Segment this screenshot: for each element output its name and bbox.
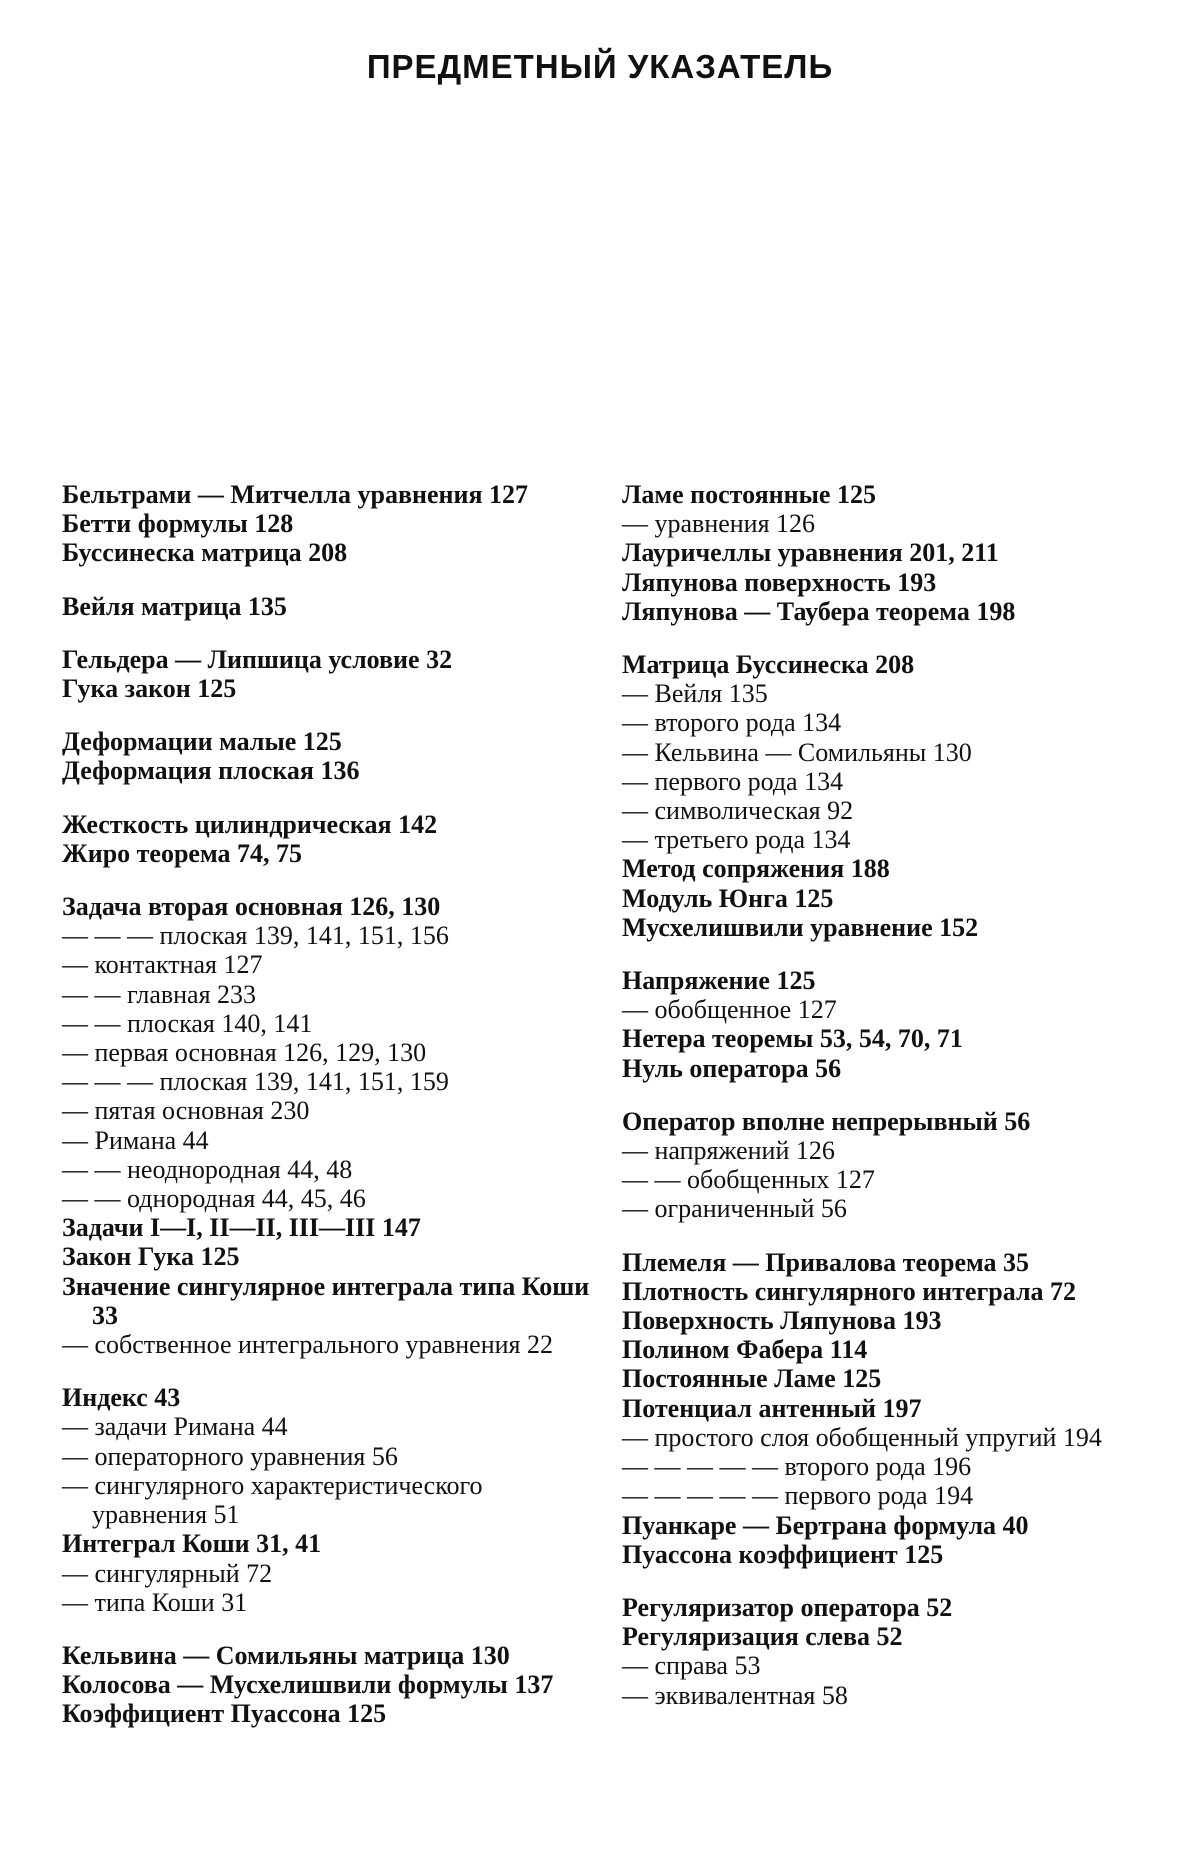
index-entry: — простого слоя обобщенный упругий 194 (622, 1422, 1102, 1452)
index-entry: Напряжение 125 (622, 966, 816, 996)
index-entry: Вейля матрица 135 (62, 591, 287, 621)
index-letter-group (62, 810, 592, 868)
index-entry: Индекс 43 (62, 1383, 181, 1413)
index-entry: Ляпунова — Таубера теорема 198 (622, 596, 1016, 626)
index-entry: — напряжений 126 (622, 1136, 835, 1166)
index-entry: Плотность сингулярного интеграла 72 (622, 1276, 1077, 1306)
index-entry: Жесткость цилиндрическая 142 (62, 809, 438, 839)
index-entry: Поверхность Ляпунова 193 (622, 1306, 942, 1336)
index-entry: — операторного уравнения 56 (62, 1441, 398, 1471)
index-entry: Мусхелишвили уравнение 152 (622, 912, 979, 942)
index-entry: Закон Гука 125 (62, 1242, 240, 1272)
index-entry: Интеграл Коши 31, 41 (62, 1529, 322, 1559)
index-entry: Пуассона коэффициент 125 (622, 1539, 944, 1569)
index-entry: — Кельвина — Сомильяны 130 (622, 737, 972, 767)
index-entry: Потенциал антенный 197 (622, 1393, 922, 1423)
index-entry: — символическая 92 (622, 796, 854, 826)
index-entry: Полином Фабера 114 (622, 1335, 868, 1365)
index-entry: — обобщенное 127 (622, 995, 837, 1025)
index-entry: — — — плоская 139, 141, 151, 159 (62, 1067, 449, 1097)
index-letter-group (62, 645, 592, 703)
index-letter-group (622, 1593, 1152, 1710)
index-entry: Матрица Буссинеска 208 (622, 650, 915, 680)
index-letter-group (622, 650, 1152, 942)
index-entry: Значение сингулярное интеграла типа Коши 33 (62, 1271, 590, 1330)
index-letter-group (62, 1383, 592, 1617)
index-letter-group (62, 892, 592, 1359)
index-entry: Задача вторая основная 126, 130 (62, 892, 441, 922)
index-letter-group (62, 480, 592, 568)
index-entry: Ламе постоянные 125 (622, 480, 876, 509)
index-entry: Метод сопряжения 188 (622, 854, 890, 884)
index-entry: Нуль оператора 56 (622, 1053, 842, 1083)
index-letter-group (622, 966, 1152, 1083)
index-entry: — ограниченный 56 (622, 1194, 847, 1224)
index-entry: Гельдера — Липшица условие 32 (62, 644, 453, 674)
index-entry: — — — плоская 139, 141, 151, 156 (62, 921, 449, 951)
index-entry: Буссинеска матрица 208 (62, 538, 348, 568)
index-column-left (62, 480, 592, 1753)
index-entry: Нетера теоремы 53, 54, 70, 71 (622, 1024, 963, 1054)
index-letter-group (622, 1107, 1152, 1224)
index-entry: — первого рода 134 (622, 766, 844, 796)
index-entry: — сингулярного характеристического уравнения 51 (62, 1470, 483, 1530)
index-entry: — второго рода 134 (622, 708, 842, 738)
index-entry: Задачи I—I, II—II, III—III 147 (62, 1213, 421, 1243)
index-letter-group (622, 1248, 1152, 1569)
index-entry: Регуляризатор оператора 52 (622, 1592, 953, 1622)
index-entry: — третьего рода 134 (622, 825, 851, 855)
index-entry: — — — — — первого рода 194 (622, 1481, 974, 1511)
index-entry: Коэффициент Пуассона 125 (62, 1699, 387, 1729)
index-letter-group (622, 480, 1152, 626)
index-column-right (622, 480, 1152, 1734)
page-title: ПРЕДМЕТНЫЙ УКАЗАТЕЛЬ (366, 48, 834, 85)
index-entry: Кельвина — Сомильяны матрица 130 (62, 1640, 510, 1670)
index-entry: — пятая основная 230 (62, 1096, 310, 1126)
index-entry: Деформации малые 125 (62, 727, 342, 757)
index-entry: — Вейля 135 (622, 679, 768, 709)
index-entry: — собственное интегрального уравнения 22 (62, 1330, 554, 1360)
index-entry: Гука закон 125 (62, 674, 237, 704)
index-entry: — задачи Римана 44 (62, 1412, 288, 1442)
index-entry: Жиро теорема 74, 75 (62, 838, 302, 868)
index-entry: — — однородная 44, 45, 46 (62, 1184, 366, 1214)
index-entry: Оператор вполне непрерывный 56 (622, 1106, 1031, 1136)
index-letter-group (62, 727, 592, 785)
index-entry: Племеля — Привалова теорема 35 (622, 1247, 1030, 1277)
index-entry: — первая основная 126, 129, 130 (62, 1038, 427, 1068)
index-entry: Пуанкаре — Бертрана формула 40 (622, 1510, 1029, 1540)
index-entry: Лауричеллы уравнения 201, 211 (622, 538, 999, 568)
index-entry: Регуляризация слева 52 (622, 1622, 903, 1652)
index-entry: — эквивалентная 58 (622, 1680, 848, 1710)
index-entry: — уравнения 126 (622, 509, 816, 539)
index-entry: — сингулярный 72 (62, 1558, 273, 1588)
index-entry: — — обобщенных 127 (622, 1165, 875, 1195)
index-entry: — справа 53 (622, 1651, 761, 1681)
index-entry: Бетти формулы 128 (62, 509, 294, 539)
index-entry: — — плоская 140, 141 (62, 1008, 313, 1038)
index-entry: Деформация плоская 136 (62, 756, 360, 786)
index-entry: Бельтрами — Митчелла уравнения 127 (62, 480, 529, 509)
index-entry: — — главная 233 (62, 979, 257, 1009)
index-entry: — Римана 44 (62, 1125, 209, 1155)
index-entry: Колосова — Мусхелишвили формулы 137 (62, 1670, 554, 1700)
index-entry: — — неоднородная 44, 48 (62, 1154, 353, 1184)
index-entry: — — — — — второго рода 196 (622, 1452, 972, 1482)
index-letter-group (62, 592, 592, 621)
index-entry: — типа Коши 31 (62, 1587, 248, 1617)
index-entry: Ляпунова поверхность 193 (622, 567, 937, 597)
index-entry: Постоянные Ламе 125 (622, 1364, 882, 1394)
index-entry: — контактная 127 (62, 950, 263, 980)
index-entry: Модуль Юнга 125 (622, 883, 834, 913)
index-letter-group (62, 1641, 592, 1729)
